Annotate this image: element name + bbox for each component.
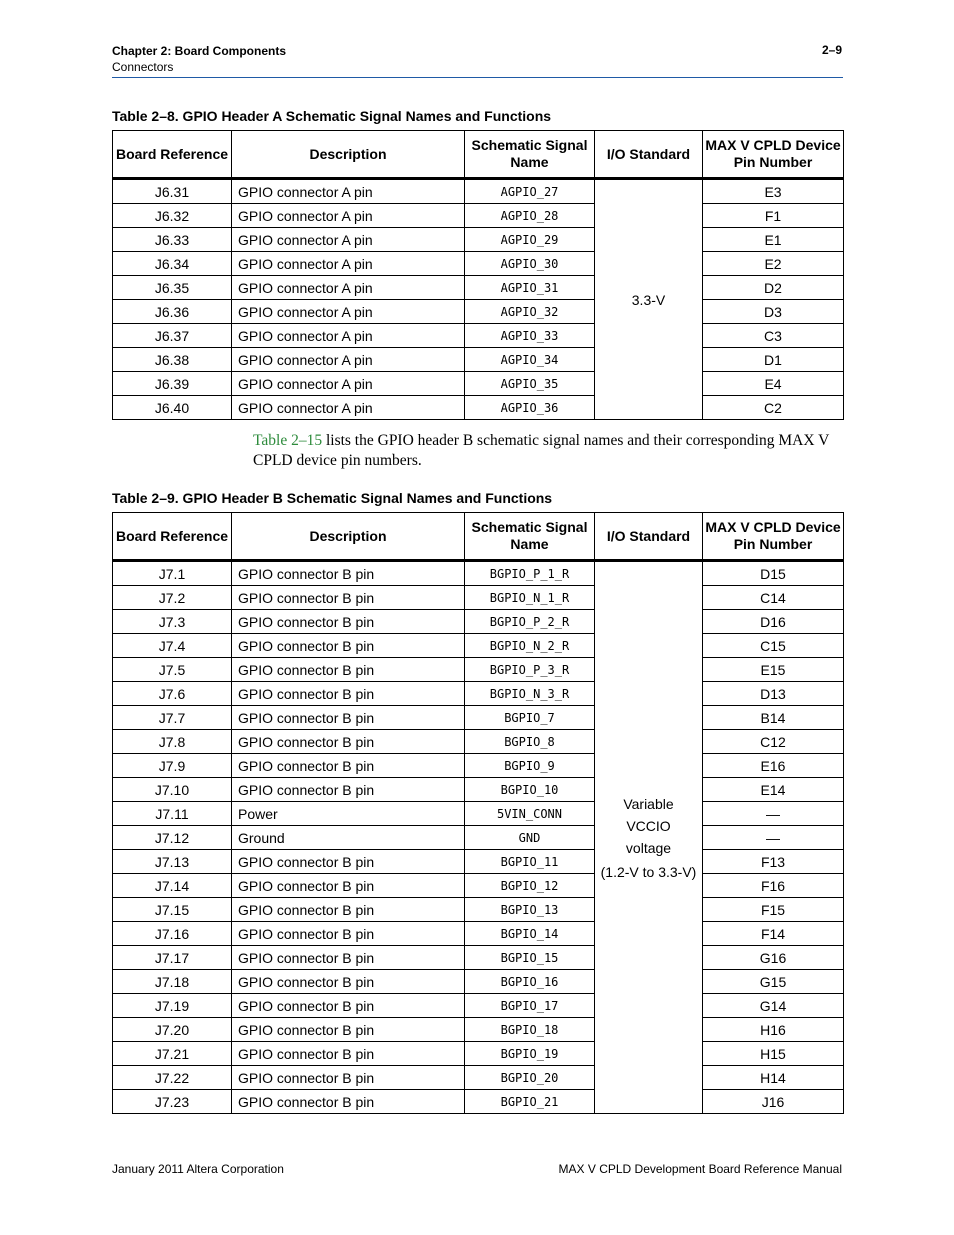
board-reference-cell: J6.39 bbox=[113, 372, 232, 396]
description-cell: GPIO connector B pin bbox=[232, 850, 465, 874]
table-row bbox=[113, 970, 844, 994]
signal-name-cell: BGPIO_P_3_R bbox=[465, 658, 595, 682]
board-reference-cell: J7.18 bbox=[113, 970, 232, 994]
page-number: 2–9 bbox=[821, 43, 842, 57]
pin-number-cell: — bbox=[703, 826, 844, 850]
board-reference-cell: J7.17 bbox=[113, 946, 232, 970]
table-row bbox=[113, 850, 844, 874]
board-reference-cell: J6.40 bbox=[113, 396, 232, 420]
signal-name-cell: AGPIO_33 bbox=[465, 324, 595, 348]
board-reference-cell: J6.33 bbox=[113, 228, 232, 252]
description-cell: GPIO connector B pin bbox=[232, 586, 465, 610]
pin-number-cell: E4 bbox=[703, 372, 844, 396]
pin-number-cell: J16 bbox=[703, 1090, 844, 1114]
table-row bbox=[113, 372, 844, 396]
table-row bbox=[113, 730, 844, 754]
board-reference-cell: J7.3 bbox=[113, 610, 232, 634]
table-row bbox=[113, 634, 844, 658]
column-header: Description bbox=[232, 513, 465, 561]
description-cell: GPIO connector A pin bbox=[232, 372, 465, 396]
pin-number-cell: G16 bbox=[703, 946, 844, 970]
board-reference-cell: J7.10 bbox=[113, 778, 232, 802]
signal-name-cell: BGPIO_8 bbox=[465, 730, 595, 754]
pin-number-cell: E15 bbox=[703, 658, 844, 682]
table-row bbox=[113, 396, 844, 420]
board-reference-cell: J7.13 bbox=[113, 850, 232, 874]
signal-name-cell: AGPIO_27 bbox=[465, 179, 595, 204]
signal-name-cell: BGPIO_17 bbox=[465, 994, 595, 1018]
pin-number-cell: D15 bbox=[703, 561, 844, 586]
table-row bbox=[113, 561, 844, 586]
signal-name-cell: BGPIO_N_1_R bbox=[465, 586, 595, 610]
board-reference-cell: J7.11 bbox=[113, 802, 232, 826]
board-reference-cell: J7.5 bbox=[113, 658, 232, 682]
io-standard-cell bbox=[595, 561, 703, 1114]
running-header bbox=[112, 43, 286, 75]
description-cell: GPIO connector B pin bbox=[232, 994, 465, 1018]
board-reference-cell: J7.22 bbox=[113, 1066, 232, 1090]
pin-number-cell: E1 bbox=[703, 228, 844, 252]
description-cell: Power bbox=[232, 802, 465, 826]
description-cell: GPIO connector A pin bbox=[232, 252, 465, 276]
signal-name-cell: AGPIO_32 bbox=[465, 300, 595, 324]
pin-number-cell: F14 bbox=[703, 922, 844, 946]
description-cell: GPIO connector B pin bbox=[232, 754, 465, 778]
io-standard-range: (1.2-V to 3.3-V) bbox=[600, 863, 697, 880]
description-cell: GPIO connector B pin bbox=[232, 682, 465, 706]
column-header: Description bbox=[232, 131, 465, 179]
board-reference-cell: J7.19 bbox=[113, 994, 232, 1018]
header-rule bbox=[112, 77, 843, 78]
table-a-caption: Table 2–8. GPIO Header A Schematic Signal Names and Functions bbox=[112, 108, 552, 124]
column-header: MAX V CPLD Device Pin Number bbox=[703, 513, 844, 561]
signal-name-cell: BGPIO_13 bbox=[465, 898, 595, 922]
table-row bbox=[113, 1042, 844, 1066]
pin-number-cell: D16 bbox=[703, 610, 844, 634]
description-cell: Ground bbox=[232, 826, 465, 850]
table-row bbox=[113, 204, 844, 228]
column-header: MAX V CPLD Device Pin Number bbox=[703, 131, 844, 179]
section-title: Connectors bbox=[112, 60, 174, 74]
footer-manual-title: MAX V CPLD Development Board Reference Manual bbox=[558, 1162, 842, 1176]
signal-name-cell: BGPIO_21 bbox=[465, 1090, 595, 1114]
pin-number-cell: E3 bbox=[703, 179, 844, 204]
signal-name-cell: BGPIO_18 bbox=[465, 1018, 595, 1042]
board-reference-cell: J6.36 bbox=[113, 300, 232, 324]
pin-number-cell: D3 bbox=[703, 300, 844, 324]
pin-number-cell: D1 bbox=[703, 348, 844, 372]
description-cell: GPIO connector A pin bbox=[232, 179, 465, 204]
pin-number-cell: C2 bbox=[703, 396, 844, 420]
table-row bbox=[113, 874, 844, 898]
signal-name-cell: BGPIO_P_2_R bbox=[465, 610, 595, 634]
column-header: Board Reference bbox=[113, 513, 232, 561]
pin-number-cell: F15 bbox=[703, 898, 844, 922]
pin-number-cell: H15 bbox=[703, 1042, 844, 1066]
signal-name-cell: BGPIO_15 bbox=[465, 946, 595, 970]
signal-name-cell: BGPIO_10 bbox=[465, 778, 595, 802]
table-row bbox=[113, 994, 844, 1018]
signal-name-cell: 5VIN_CONN bbox=[465, 802, 595, 826]
board-reference-cell: J7.14 bbox=[113, 874, 232, 898]
pin-number-cell: F1 bbox=[703, 204, 844, 228]
signal-name-cell: AGPIO_28 bbox=[465, 204, 595, 228]
description-cell: GPIO connector B pin bbox=[232, 898, 465, 922]
column-header: Board Reference bbox=[113, 131, 232, 179]
signal-name-cell: BGPIO_16 bbox=[465, 970, 595, 994]
table-row bbox=[113, 1090, 844, 1114]
pin-number-cell: H16 bbox=[703, 1018, 844, 1042]
description-cell: GPIO connector A pin bbox=[232, 276, 465, 300]
description-cell: GPIO connector B pin bbox=[232, 610, 465, 634]
description-cell: GPIO connector B pin bbox=[232, 658, 465, 682]
column-header: Schematic Signal Name bbox=[465, 513, 595, 561]
signal-name-cell: AGPIO_29 bbox=[465, 228, 595, 252]
pin-number-cell: F13 bbox=[703, 850, 844, 874]
signal-name-cell: BGPIO_P_1_R bbox=[465, 561, 595, 586]
board-reference-cell: J7.9 bbox=[113, 754, 232, 778]
description-cell: GPIO connector B pin bbox=[232, 1090, 465, 1114]
description-cell: GPIO connector A pin bbox=[232, 324, 465, 348]
board-reference-cell: J7.15 bbox=[113, 898, 232, 922]
signal-name-cell: AGPIO_35 bbox=[465, 372, 595, 396]
signal-name-cell: BGPIO_19 bbox=[465, 1042, 595, 1066]
board-reference-cell: J7.23 bbox=[113, 1090, 232, 1114]
signal-name-cell: BGPIO_9 bbox=[465, 754, 595, 778]
board-reference-cell: J7.4 bbox=[113, 634, 232, 658]
description-cell: GPIO connector A pin bbox=[232, 348, 465, 372]
pin-number-cell: D13 bbox=[703, 682, 844, 706]
board-reference-cell: J7.16 bbox=[113, 922, 232, 946]
board-reference-cell: J6.32 bbox=[113, 204, 232, 228]
table-row bbox=[113, 946, 844, 970]
io-standard-text: Variable VCCIO voltage bbox=[623, 795, 674, 856]
signal-name-cell: AGPIO_36 bbox=[465, 396, 595, 420]
chapter-title: Chapter 2: Board Components bbox=[112, 44, 287, 58]
pin-number-cell: H14 bbox=[703, 1066, 844, 1090]
board-reference-cell: J6.34 bbox=[113, 252, 232, 276]
column-header: I/O Standard bbox=[595, 513, 703, 561]
gpio-header-a-table bbox=[112, 130, 844, 420]
table-row bbox=[113, 706, 844, 730]
board-reference-cell: J6.38 bbox=[113, 348, 232, 372]
board-reference-cell: J7.1 bbox=[113, 561, 232, 586]
table-cross-reference-link[interactable]: Table 2–15 bbox=[253, 432, 323, 449]
table-b-caption: Table 2–9. GPIO Header B Schematic Signal Names and Functions bbox=[112, 490, 553, 506]
signal-name-cell: BGPIO_14 bbox=[465, 922, 595, 946]
description-cell: GPIO connector A pin bbox=[232, 396, 465, 420]
description-cell: GPIO connector B pin bbox=[232, 1066, 465, 1090]
pin-number-cell: — bbox=[703, 802, 844, 826]
board-reference-cell: J7.8 bbox=[113, 730, 232, 754]
description-cell: GPIO connector B pin bbox=[232, 946, 465, 970]
description-cell: GPIO connector B pin bbox=[232, 706, 465, 730]
signal-name-cell: AGPIO_31 bbox=[465, 276, 595, 300]
signal-name-cell: AGPIO_30 bbox=[465, 252, 595, 276]
pin-number-cell: B14 bbox=[703, 706, 844, 730]
table-row bbox=[113, 826, 844, 850]
table-row bbox=[113, 754, 844, 778]
signal-name-cell: BGPIO_N_3_R bbox=[465, 682, 595, 706]
description-cell: GPIO connector B pin bbox=[232, 970, 465, 994]
description-cell: GPIO connector A pin bbox=[232, 300, 465, 324]
board-reference-cell: J6.31 bbox=[113, 179, 232, 204]
footer-date-company: January 2011 Altera Corporation bbox=[112, 1162, 284, 1176]
signal-name-cell: BGPIO_7 bbox=[465, 706, 595, 730]
description-cell: GPIO connector B pin bbox=[232, 730, 465, 754]
table-row bbox=[113, 276, 844, 300]
description-cell: GPIO connector B pin bbox=[232, 874, 465, 898]
table-row bbox=[113, 1018, 844, 1042]
table-row bbox=[113, 898, 844, 922]
table-row bbox=[113, 778, 844, 802]
table-row bbox=[113, 802, 844, 826]
table-row bbox=[113, 324, 844, 348]
description-cell: GPIO connector A pin bbox=[232, 228, 465, 252]
pin-number-cell: E2 bbox=[703, 252, 844, 276]
signal-name-cell: BGPIO_11 bbox=[465, 850, 595, 874]
table-row bbox=[113, 252, 844, 276]
board-reference-cell: J7.6 bbox=[113, 682, 232, 706]
pin-number-cell: E16 bbox=[703, 754, 844, 778]
io-standard-cell: 3.3-V bbox=[595, 179, 703, 420]
board-reference-cell: J7.7 bbox=[113, 706, 232, 730]
paragraph-text: lists the GPIO header B schematic signal names and their corresponding MAX V CPLD device pin numbers. bbox=[253, 432, 830, 469]
board-reference-cell: J7.20 bbox=[113, 1018, 232, 1042]
signal-name-cell: BGPIO_12 bbox=[465, 874, 595, 898]
description-cell: GPIO connector B pin bbox=[232, 778, 465, 802]
signal-name-cell: AGPIO_34 bbox=[465, 348, 595, 372]
description-cell: GPIO connector B pin bbox=[232, 1018, 465, 1042]
board-reference-cell: J7.2 bbox=[113, 586, 232, 610]
table-row bbox=[113, 300, 844, 324]
gpio-header-b-table bbox=[112, 512, 844, 1114]
column-header: I/O Standard bbox=[595, 131, 703, 179]
pin-number-cell: C3 bbox=[703, 324, 844, 348]
pin-number-cell: G14 bbox=[703, 994, 844, 1018]
body-paragraph bbox=[253, 431, 843, 471]
pin-number-cell: G15 bbox=[703, 970, 844, 994]
table-row bbox=[113, 179, 844, 204]
table-row bbox=[113, 586, 844, 610]
column-header: Schematic Signal Name bbox=[465, 131, 595, 179]
table-row bbox=[113, 348, 844, 372]
signal-name-cell: BGPIO_N_2_R bbox=[465, 634, 595, 658]
description-cell: GPIO connector B pin bbox=[232, 1042, 465, 1066]
description-cell: GPIO connector B pin bbox=[232, 561, 465, 586]
board-reference-cell: J6.35 bbox=[113, 276, 232, 300]
pin-number-cell: F16 bbox=[703, 874, 844, 898]
pin-number-cell: C14 bbox=[703, 586, 844, 610]
pin-number-cell: C15 bbox=[703, 634, 844, 658]
pin-number-cell: D2 bbox=[703, 276, 844, 300]
signal-name-cell: BGPIO_20 bbox=[465, 1066, 595, 1090]
table-row bbox=[113, 658, 844, 682]
table-row bbox=[113, 228, 844, 252]
table-row bbox=[113, 610, 844, 634]
table-row bbox=[113, 922, 844, 946]
pin-number-cell: E14 bbox=[703, 778, 844, 802]
board-reference-cell: J7.12 bbox=[113, 826, 232, 850]
signal-name-cell: GND bbox=[465, 826, 595, 850]
description-cell: GPIO connector B pin bbox=[232, 922, 465, 946]
description-cell: GPIO connector B pin bbox=[232, 634, 465, 658]
table-row bbox=[113, 1066, 844, 1090]
description-cell: GPIO connector A pin bbox=[232, 204, 465, 228]
pin-number-cell: C12 bbox=[703, 730, 844, 754]
board-reference-cell: J6.37 bbox=[113, 324, 232, 348]
board-reference-cell: J7.21 bbox=[113, 1042, 232, 1066]
table-row bbox=[113, 682, 844, 706]
